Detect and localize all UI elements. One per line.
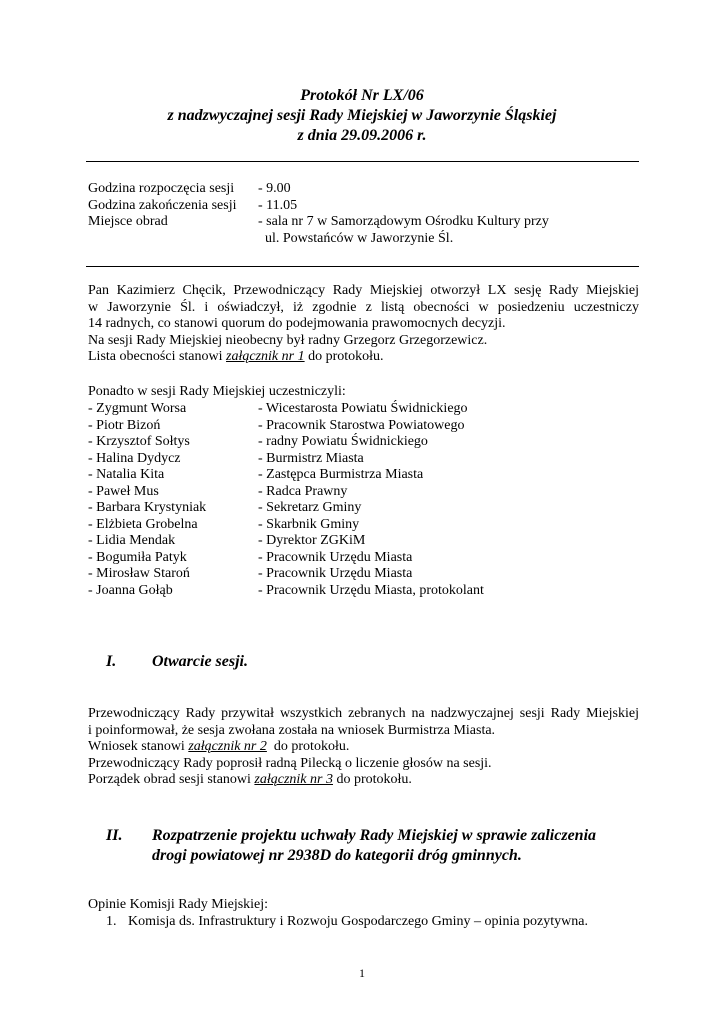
attendee-name: - Krzysztof Sołtys [88, 434, 190, 449]
attendee-role: - Sekretarz Gminy [258, 500, 362, 515]
session-place-value: - sala nr 7 w Samorządowym Ośrodku Kultury przy [258, 214, 549, 229]
session-place-row-2 [88, 231, 648, 248]
agenda-text: Porządek obrad sesji stanowi [88, 772, 255, 787]
session-start-row [88, 181, 648, 198]
attendee-row [88, 484, 648, 501]
document-title [0, 86, 724, 146]
section-1-line-2: i poinformował, że sesja zwołana została na wniosek Burmistrza Miasta. [88, 722, 496, 738]
session-place-value-2: ul. Powstańców w Jaworzynie Śl. [258, 230, 454, 246]
attendee-role: - Pracownik Urzędu Miasta, protokolant [258, 582, 484, 598]
attendee-row [88, 434, 648, 451]
opening-line-2: w Jaworzynie Śl. i oświadczył, iż zgodnie z listą obecności w posiedzeniu uczestniczy [88, 299, 639, 315]
section-2-heading [106, 826, 646, 866]
opening-line-4: Na sesji Rady Miejskiej nieobecny był radny Grzegorz Grzegorzewicz. [88, 332, 488, 348]
section-2-title-line-2: drogi powiatowej nr 2938D do kategorii dróg gminnych. [152, 847, 522, 864]
section-2-title-line-1: Rozpatrzenie projektu uchwały Rady Miejskiej w sprawie zaliczenia [152, 827, 597, 844]
section-1-line-1: Przewodniczący Rady przywitał wszystkich zebranych na nadzwyczajnej sesji Rady Miejskiej [88, 706, 639, 721]
attendees-list [88, 401, 648, 599]
session-place-label: Miejsce obrad [88, 214, 168, 229]
opinions-list-item [106, 914, 588, 931]
session-end-label: Godzina zakończenia sesji [88, 197, 237, 213]
attendee-row [88, 550, 648, 567]
top-divider [86, 161, 639, 162]
session-place-label-2 [88, 231, 258, 248]
attendee-name: - Mirosław Staroń [88, 566, 190, 581]
attendee-role: - radny Powiatu Świdnickiego [258, 434, 428, 449]
attendee-row [88, 533, 648, 550]
attendee-row [88, 517, 648, 534]
attendee-role: - Zastępca Burmistrza Miasta [258, 467, 424, 482]
attendee-role: - Radca Prawny [258, 483, 348, 499]
section-2-number: II. [106, 827, 123, 844]
attendee-name: - Halina Dydycz [88, 450, 181, 466]
attendee-name: - Elżbieta Grobelna [88, 516, 198, 532]
section-1-title: Otwarcie sesji. [152, 653, 248, 670]
session-end-row [88, 198, 648, 215]
section-1-body [88, 706, 639, 789]
attendee-role: - Wicestarosta Powiatu Świdnickiego [258, 401, 468, 416]
session-place-row [88, 214, 648, 231]
attachment-1-link[interactable]: załącznik nr 1 [226, 349, 305, 364]
session-end-value: - 11.05 [258, 197, 298, 213]
page-number: 1 [359, 966, 365, 980]
attendee-name: - Barbara Krystyniak [88, 500, 207, 515]
second-divider [86, 266, 639, 267]
section-1-heading [106, 652, 646, 672]
title-line-2: z nadzwyczajnej sesji Rady Miejskiej w Jaworzynie Śląskiej [167, 107, 557, 124]
attendance-text: Lista obecności stanowi [88, 349, 227, 364]
opinions-intro: Opinie Komisji Rady Miejskiej: [88, 897, 269, 912]
motion-text: Wniosek stanowi [88, 739, 189, 754]
section-1-line-5 [88, 772, 639, 789]
attendee-name: - Zygmunt Worsa [88, 401, 187, 416]
attendee-role: - Pracownik Urzędu Miasta [258, 549, 413, 565]
opening-line-3: 14 radnych, co stanowi quorum do podejmowania prawomocnych decyzji. [88, 316, 506, 331]
motion-text-end: do protokołu. [266, 739, 350, 754]
session-start-label: Godzina rozpoczęcia sesji [88, 181, 235, 196]
attendee-name: - Joanna Gołąb [88, 582, 173, 598]
opening-line-1: Pan Kazimierz Chęcik, Przewodniczący Rady Miejskiej otworzył LX sesję Rady Miejskiej [88, 283, 639, 298]
attendees-intro: Ponadto w sesji Rady Miejskiej uczestniczyli: [88, 384, 346, 399]
session-start-value: - 9.00 [258, 181, 291, 196]
section-1-line-3 [88, 739, 639, 756]
title-line-3: z dnia 29.09.2006 r. [297, 127, 427, 144]
attendee-row [88, 401, 648, 418]
attendee-role: - Pracownik Urzędu Miasta [258, 566, 413, 581]
section-1-line-4: Przewodniczący Rady poprosił radną Pilecką o liczenie głosów na sesji. [88, 755, 492, 771]
attendee-role: - Dyrektor ZGKiM [258, 533, 366, 548]
attendee-row [88, 500, 648, 517]
title-line-1: Protokół Nr LX/06 [300, 87, 424, 104]
opinion-number: 1. [106, 914, 117, 929]
agenda-text-end: do protokołu. [332, 772, 412, 787]
attendee-role: - Burmistrz Miasta [258, 450, 364, 466]
session-info [88, 181, 648, 247]
attendee-role: - Skarbnik Gminy [258, 516, 360, 532]
opinion-text: Komisja ds. Infrastruktury i Rozwoju Gospodarczego Gminy – opinia pozytywna. [128, 914, 588, 929]
attendee-role: - Pracownik Starostwa Powiatowego [258, 417, 465, 433]
attendee-name: - Bogumiła Patyk [88, 549, 187, 565]
attendee-row [88, 467, 648, 484]
section-1-number: I. [106, 653, 117, 670]
attendee-name: - Piotr Bizoń [88, 417, 161, 433]
attendee-name: - Natalia Kita [88, 467, 165, 482]
attachment-3-link[interactable]: załącznik nr 3 [254, 772, 333, 787]
opening-paragraph [88, 283, 639, 366]
opening-line-5 [88, 349, 639, 366]
attendee-name: - Lidia Mendak [88, 533, 176, 548]
attendee-row [88, 583, 648, 600]
attendee-row [88, 418, 648, 435]
attendee-row [88, 566, 648, 583]
attendance-text-end: do protokołu. [304, 349, 384, 364]
attachment-2-link[interactable]: załącznik nr 2 [188, 739, 267, 754]
attendee-name: - Paweł Mus [88, 483, 159, 499]
attendee-row [88, 451, 648, 468]
